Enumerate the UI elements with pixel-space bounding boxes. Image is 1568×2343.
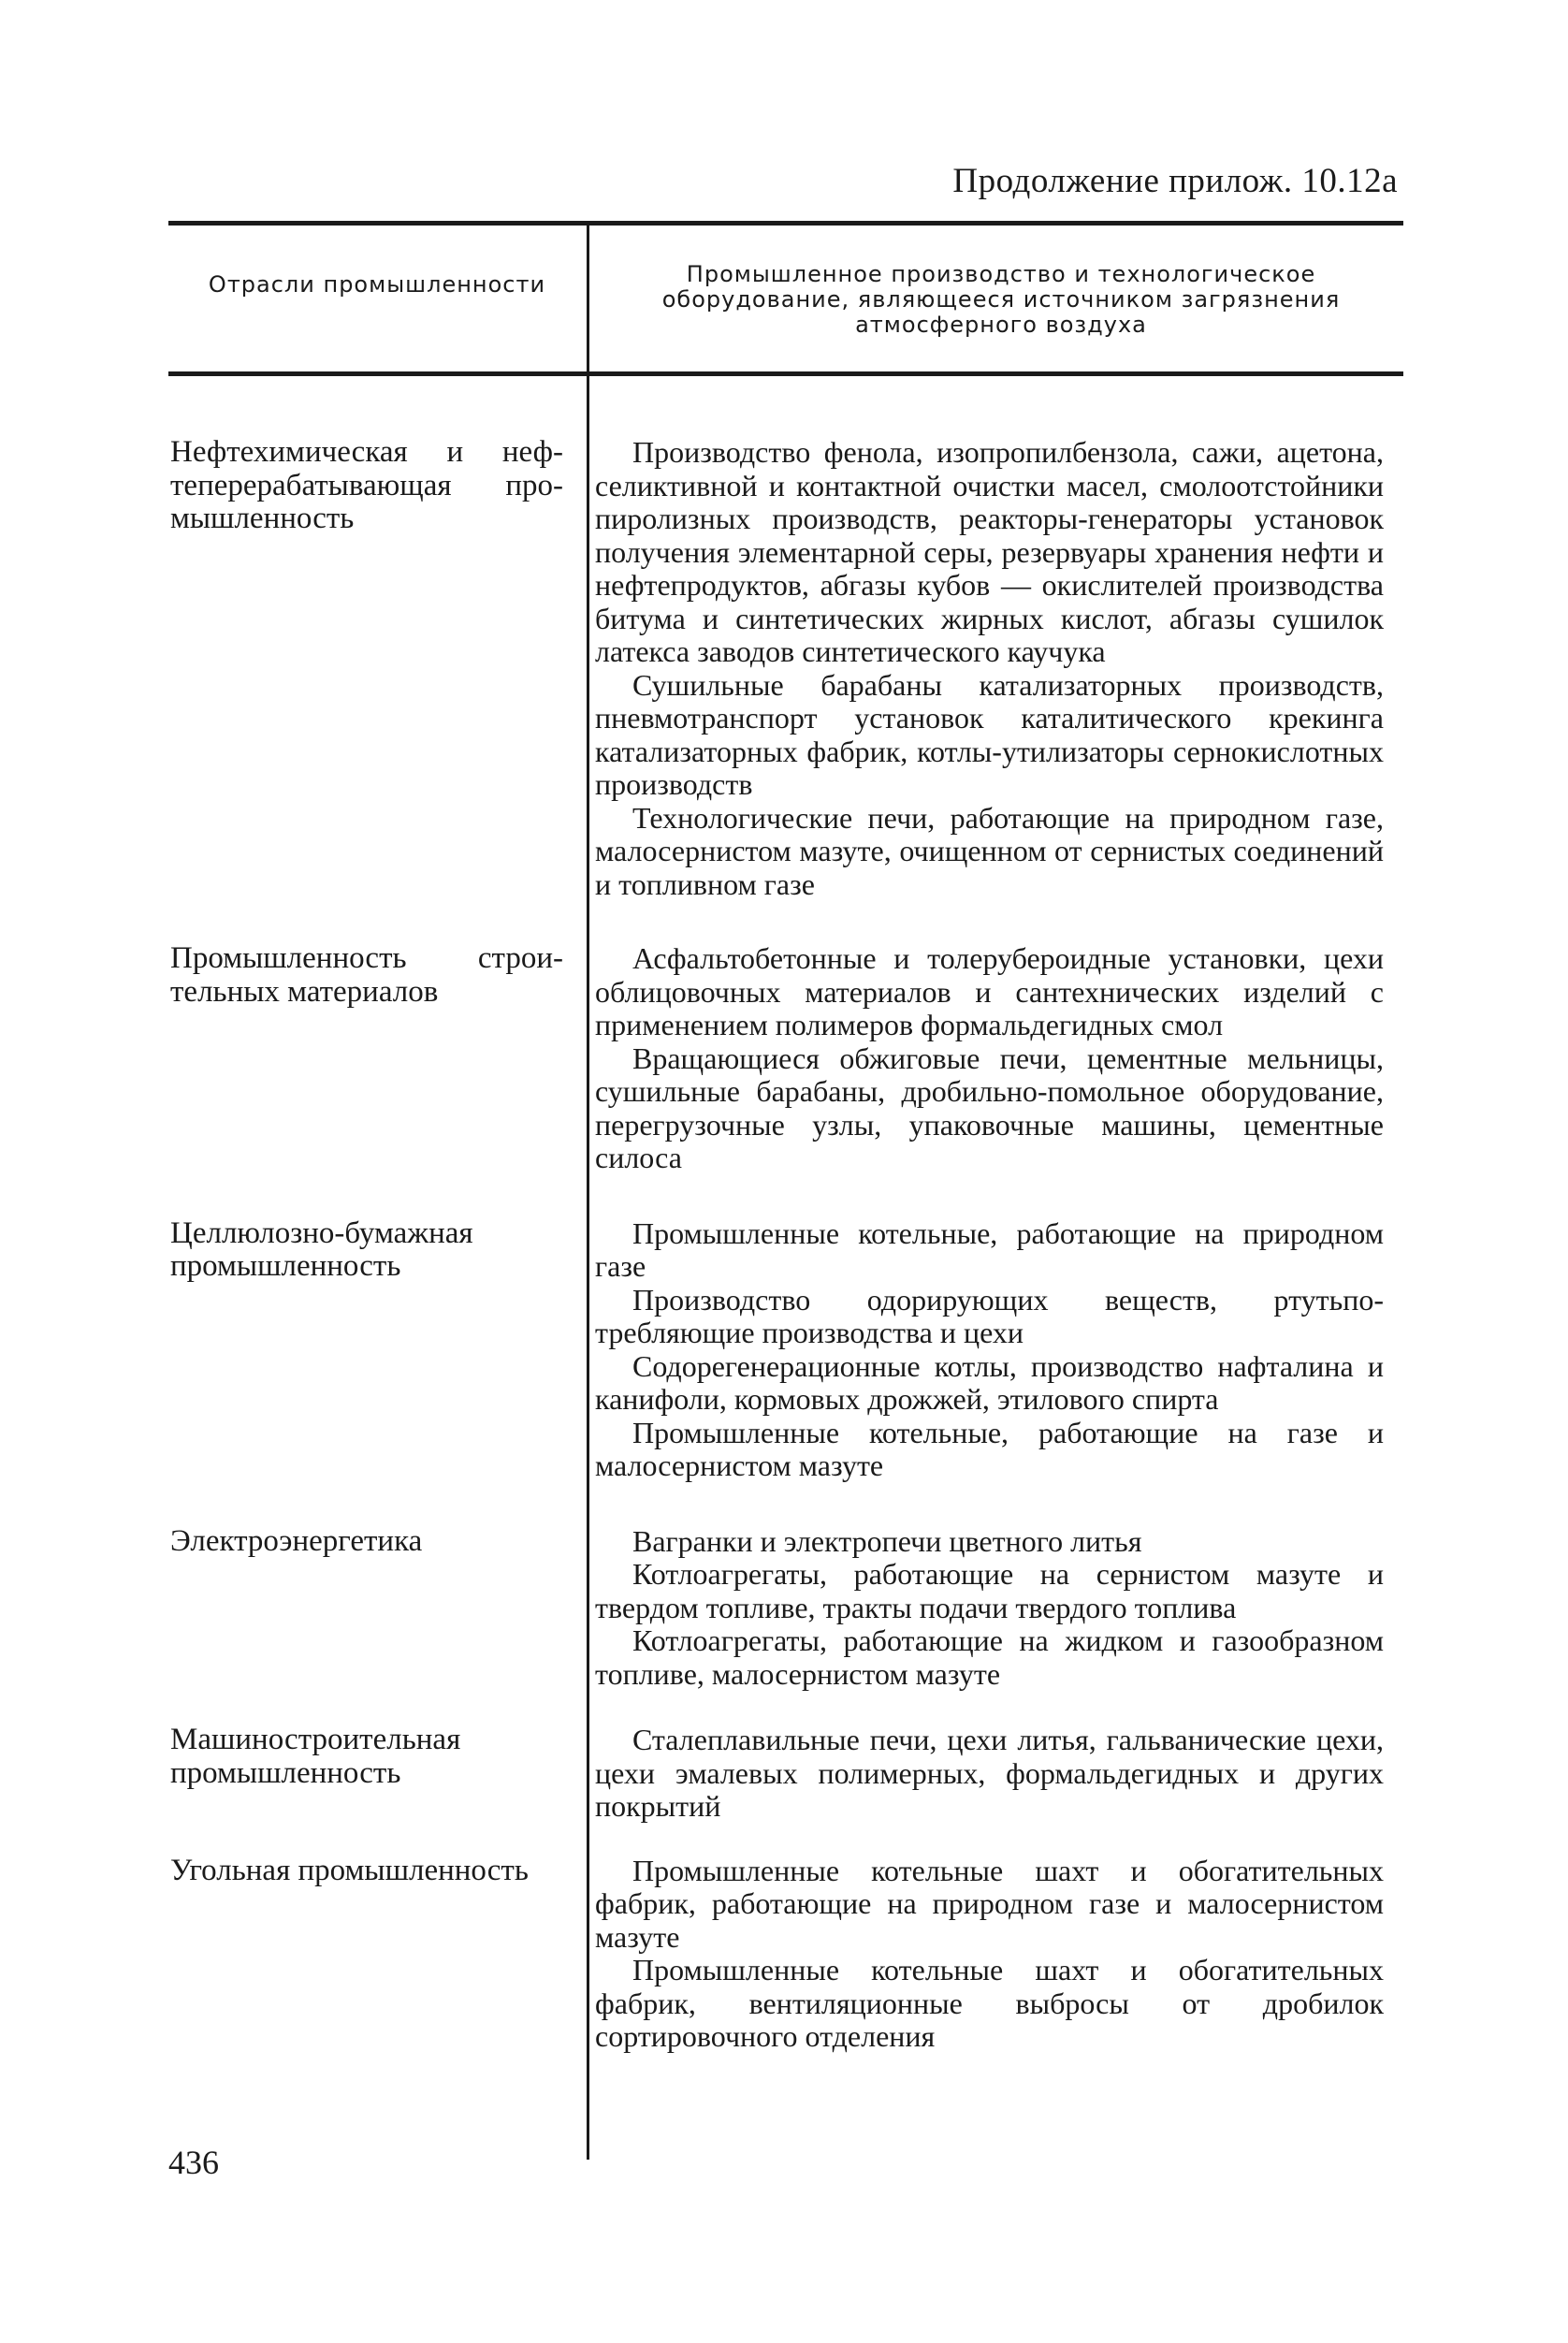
- equipment-item: Производство фенола, изопропилбензола, сажи, ацетона, селиктивной и контактной очистки масел, смолоотстойники пиролизных производств, реакторы-генераторы установок получения элементарной серы, резервуары хранения нефти и нефтепродуктов, абгазы кубов — окислителей производства битума и синтетических жирных кислот, абгазы сушилок латекса заводов синтетического каучука: [595, 435, 1384, 668]
- table-row: [168, 436, 1403, 901]
- industry-cell: Электроэнергетика: [170, 1523, 423, 1558]
- table-header-rule: [168, 371, 1403, 376]
- page-number: 436: [168, 2144, 219, 2181]
- equipment-cell: [595, 1724, 1384, 1824]
- equipment-item: Содорегенерационные котлы, производство нафталина и канифоли, кормовых дрожжей, этилового спирта: [595, 1348, 1384, 1416]
- table-row: [168, 1217, 1403, 1483]
- table-row: [168, 1525, 1403, 1692]
- table-row: [168, 1855, 1403, 2054]
- running-header: Продолжение прилож. 10.12а: [952, 162, 1398, 200]
- equipment-item: Промышленные котельные шахт и обогатительных фабрик, работающие на природном газе и малосернистом мазуте: [595, 1853, 1384, 1954]
- equipment-item: Промышленные котельные, работающие на газе и малосернистом мазуте: [595, 1415, 1384, 1482]
- table-body: [168, 436, 1403, 2054]
- equipment-item: Асфальтобетонные и толерубероидные установки, цехи облицовочных материалов и сантехнических изделий с применением полимеров формальдегидных смол: [595, 941, 1384, 1041]
- equipment-item: Производство одорирующих веществ, ртутьпотребляющие производства и цехи: [595, 1282, 1384, 1349]
- equipment-item: Котлоагрегаты, работающие на сернистом мазуте и твердом топливе, тракты подачи твердого топлива: [595, 1557, 1384, 1624]
- equipment-cell: [595, 1217, 1384, 1483]
- industry-cell: Угольная промышленность: [170, 1853, 529, 1887]
- equipment-item: Сталеплавильные печи, цехи литья, гальванические цехи, цехи эмалевых полимерных, формальдегидных и других покрытий: [595, 1723, 1384, 1823]
- equipment-item: Промышленные котельные, работающие на природном газе: [595, 1215, 1384, 1283]
- column-header-industry: Отрасли промышленности: [208, 271, 546, 298]
- table-row: [168, 1724, 1403, 1824]
- equipment-item: Котлоагрегаты, работающие на жидком и газообразном топливе, малосернистом мазуте: [595, 1623, 1384, 1691]
- equipment-cell: [595, 1525, 1384, 1692]
- equipment-cell: [595, 1855, 1384, 2054]
- equipment-item: Сушильные барабаны катализаторных производств, пневмотранспорт установок каталитического крекинга катализаторных фабрик, котлы-утилизаторы сернокислотных производств: [595, 667, 1384, 801]
- equipment-cell: [595, 942, 1384, 1175]
- column-header-equipment: Промышленное производство и технологическое оборудование, являющееся источником загрязнения атмосферного воздуха: [661, 261, 1341, 338]
- equipment-item: Технологические печи, работающие на природном газе, малосернистом мазуте, очищенном от сернистых соединений и топливном газе: [595, 800, 1384, 901]
- industry-cell: Промышленность строительных материалов: [170, 941, 563, 1009]
- industry-cell: Нефтехимическая и нефтеперерабатывающая промышленность: [170, 435, 563, 535]
- table-top-rule: [168, 221, 1403, 226]
- equipment-item: Вращающиеся обжиговые печи, цементные мельницы, сушильные барабаны, дробильно-помольное оборудование, перегрузочные узлы, упаковочные машины, цементные силоса: [595, 1041, 1384, 1174]
- industry-cell: Целлюлозно-бумажная промышленность: [170, 1215, 473, 1283]
- equipment-item: Промышленные котельные шахт и обогатительных фабрик, вентиляционные выбросы от дробилок сортировочного отделения: [595, 1953, 1384, 2053]
- table-row: [168, 942, 1403, 1175]
- equipment-cell: [595, 436, 1384, 901]
- industry-cell: Машиностроительная промышленность: [170, 1723, 461, 1790]
- equipment-item: Вагранки и электропечи цветного литья: [632, 1523, 1142, 1558]
